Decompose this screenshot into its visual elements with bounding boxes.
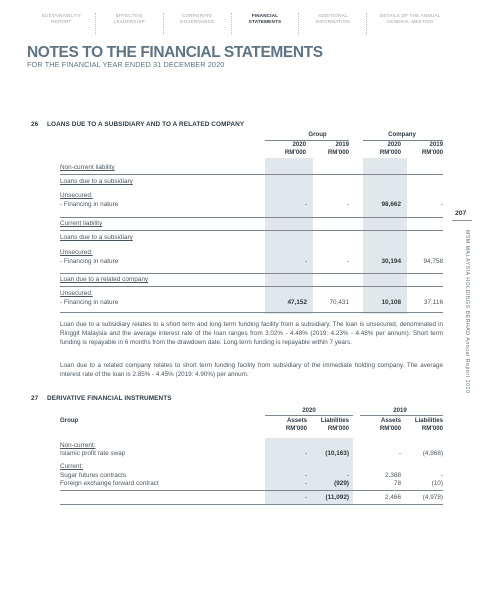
table-cell: 98,662: [381, 201, 401, 208]
row-rule: [60, 230, 443, 231]
nav-item-label: STATEMENTS: [248, 18, 282, 24]
table-cell: 30,194: [381, 258, 401, 265]
table-cell: 2,388: [385, 472, 401, 479]
islamic-swap-label: Islamic profit rate swap: [60, 450, 126, 457]
total-top-rule: [60, 490, 443, 491]
financing-label: - Financing in nature: [60, 258, 119, 265]
table-cell: 78: [393, 480, 401, 487]
table-cell: -: [440, 472, 443, 479]
table-cell: -: [304, 201, 307, 208]
table-cell: -: [346, 258, 349, 265]
table-cell: (10): [431, 480, 443, 487]
side-report-title: MSM MALAYSIA HOLDINGS BERHAD Annual Report 2020: [464, 230, 470, 394]
unit-header: RM'000: [421, 149, 443, 156]
nav-item-label: GENERAL MEETING: [386, 18, 434, 24]
unit-header: RM'000: [284, 149, 306, 156]
nav-item-label: LEADERSHIP: [113, 18, 145, 24]
nav-item-1[interactable]: [96, 13, 164, 35]
forex-forward-label: Foreign exchange forward contract: [60, 480, 159, 487]
nav-item-label: FINANCIAL: [251, 13, 279, 18]
note-26-number: 26: [31, 121, 39, 128]
top-navigation: [28, 13, 453, 35]
year-header-group-2019: 2019: [335, 141, 349, 148]
current-label: Current:: [60, 463, 84, 470]
financing-label: - Financing in nature: [60, 299, 119, 306]
group-2020-column-shade: [265, 158, 313, 314]
total-cell: 2,466: [385, 494, 401, 501]
sugar-futures-label: Sugar futures contracts: [60, 472, 127, 479]
noncurrent-label: Non-current:: [60, 442, 96, 449]
unit-header: RM'000: [285, 425, 307, 432]
note-26-paragraph-2: Loan due to a related company relates to short term funding facility from subsidiary of the immediate holding company. The average interest rate of the loan is 2.85% - 4.45% (2019: 4.90%) per annum.: [60, 362, 443, 378]
note-27-title: DERIVATIVE FINANCIAL INSTRUMENTS: [47, 395, 172, 402]
table-cell: -: [440, 201, 443, 208]
table-cell: 70,431: [329, 299, 349, 306]
nav-item-label: EFFECTIVE: [115, 13, 143, 18]
note-27-number: 27: [31, 395, 39, 402]
year-header-company-2019: 2019: [429, 141, 443, 148]
table-cell: -: [304, 472, 307, 479]
nav-item-4[interactable]: [299, 13, 367, 35]
group-header: Group: [308, 131, 327, 138]
table-cell: (10,163): [325, 450, 349, 457]
table-cell: 10,108: [381, 299, 401, 306]
company-header: Company: [388, 131, 416, 138]
row-rule: [60, 286, 443, 287]
year-2020-rule: [265, 415, 353, 416]
page-title: NOTES TO THE FINANCIAL STATEMENTS: [27, 44, 323, 61]
table-cell: -: [304, 480, 307, 487]
table-cell: -: [346, 201, 349, 208]
row-rule: [60, 217, 443, 218]
table-cell: -: [398, 450, 401, 457]
nav-item-2[interactable]: [164, 13, 232, 35]
year-2019-header: 2019: [393, 407, 407, 414]
noncurrent-liability-label: Non-current liability: [60, 164, 115, 171]
nav-item-label: CORPORATE: [181, 13, 213, 18]
note-26-paragraph-1: Loan due to a subsidiary relates to a short term and long term funding facility from a subsidiary. The loan is unsecured, denominated in Ringgit Malaysia and the average interest rate of the loan ranges from 3.02% - 4.48% (2019: 4.23% - 4.48% per annum). Short term funding is repayable in 6 months from the drawdown date. Long term funding is repayable within 7 years.: [60, 321, 443, 346]
table-cell: -: [304, 258, 307, 265]
note-26-heading: [31, 121, 244, 128]
table-cell: -: [346, 472, 349, 479]
nav-item-3[interactable]: [232, 13, 300, 35]
unit-header: RM'000: [327, 425, 349, 432]
table-cell: 47,152: [287, 299, 307, 306]
nav-item-5[interactable]: [367, 13, 453, 35]
nav-item-label: INFORMATION: [315, 18, 350, 24]
unsecured-label: Unsecured:: [60, 192, 93, 199]
liabilities-header: Liabilities: [414, 417, 443, 424]
unsecured-label: Unsecured:: [60, 290, 93, 297]
assets-header: Assets: [381, 417, 401, 424]
year-2019-rule: [360, 415, 443, 416]
total-cell: (4,978): [422, 494, 443, 501]
page-subtitle: FOR THE FINANCIAL YEAR ENDED 31 DECEMBER 2020: [27, 60, 225, 69]
note-26-title: LOANS DUE TO A SUBSIDIARY AND TO A RELATED COMPANY: [47, 121, 245, 128]
loans-subsidiary-label: Loans due to a subsidiary: [60, 178, 133, 185]
row-rule: [60, 174, 443, 175]
unit-header: RM'000: [421, 425, 443, 432]
assets-header: Assets: [287, 417, 307, 424]
side-divider: [452, 220, 472, 221]
page-number: 207: [455, 210, 467, 217]
table-cell: (4,968): [422, 450, 443, 457]
nav-item-label: REPORT: [51, 18, 72, 24]
unsecured-label: Unsecured:: [60, 249, 93, 256]
group-header: Group: [60, 417, 79, 424]
table-cell: 94,758: [423, 258, 443, 265]
year-2020-header: 2020: [302, 407, 316, 414]
row-rule: [60, 273, 443, 274]
liabilities-header: Liabilities: [320, 417, 349, 424]
table-cell: 37,116: [423, 299, 443, 306]
unit-header: RM'000: [379, 149, 401, 156]
financing-label: - Financing in nature: [60, 201, 119, 208]
loan-related-company-label: Loan due to a related company: [60, 276, 149, 283]
unit-header: RM'000: [327, 149, 349, 156]
table-cell: -: [304, 450, 307, 457]
nav-item-label: DETAILS OF THE ANNUAL: [379, 13, 441, 18]
company-2020-column-shade: [363, 158, 407, 314]
nav-item-label: ADDITIONAL: [318, 13, 348, 18]
table-cell: (929): [334, 480, 349, 487]
nav-item-label: GOVERNANCE: [179, 18, 215, 24]
nav-item-label: SUSTAINABILITY: [41, 13, 82, 18]
unit-header: RM'000: [379, 425, 401, 432]
year-header-group-2020: 2020: [292, 141, 306, 148]
total-bottom-rule: [60, 504, 443, 505]
total-cell: -: [304, 494, 307, 501]
loans-subsidiary-label: Loans due to a subsidiary: [60, 234, 133, 241]
table-bottom-rule: [60, 312, 443, 313]
current-liability-label: Current liability: [60, 220, 103, 227]
note-27-heading: [31, 395, 172, 402]
nav-item-0[interactable]: [28, 13, 96, 35]
total-cell: (11,092): [325, 494, 349, 501]
year-header-company-2020: 2020: [387, 141, 401, 148]
